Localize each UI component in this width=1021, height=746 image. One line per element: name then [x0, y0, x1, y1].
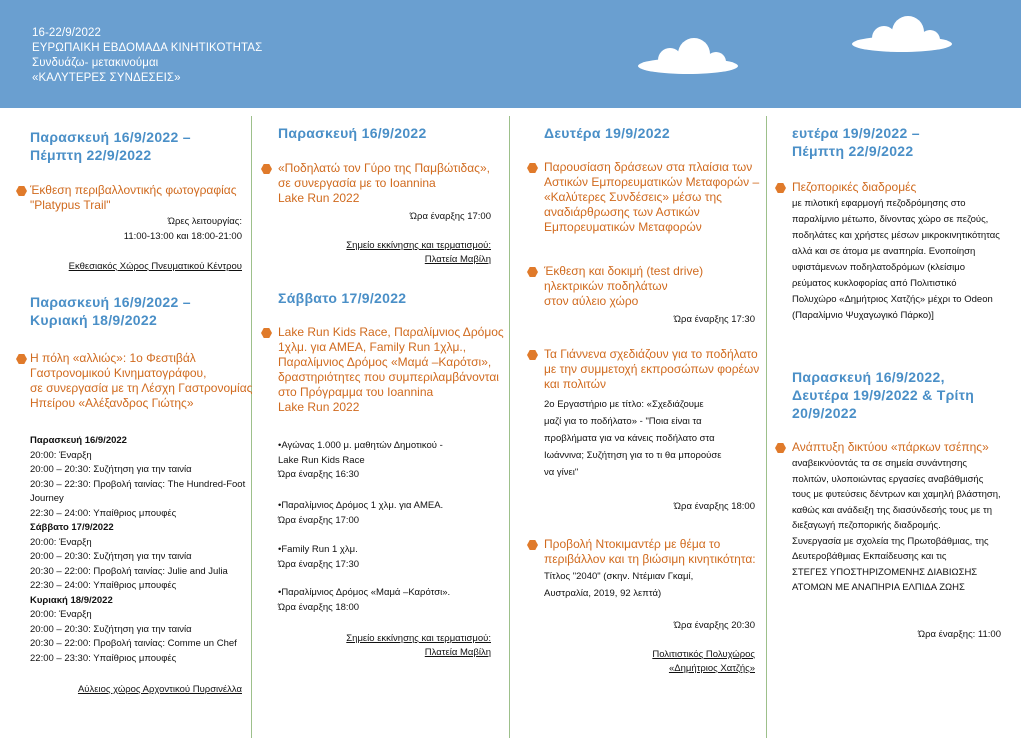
- schedule-item: 20:00: Έναρξη: [30, 609, 92, 620]
- event-location: «Δημήτριος Χατζής»: [668, 663, 755, 674]
- event-description: 2ο Εργαστήριο με τίτλο: «Σχεδιάζουμε μαζί για το ποδήλατο» - "Ποια είναι τα προβλήματα για να κάνεις ποδήλατο στα Ιωάννινα; Συζήτηση για το τι θα μπορούσε να γίνει": [544, 399, 722, 478]
- hexagon-bullet-icon: [527, 350, 538, 360]
- start-time: Ώρα έναρξης: 11:00: [917, 629, 1001, 640]
- race-item: •Παραλίμνιος Δρόμος 1 χλμ. για ΑΜΕΑ. Ώρα έναρξης 17:00: [278, 500, 444, 526]
- column-divider: [766, 116, 767, 738]
- schedule-item: 20:00 – 20:30: Συζήτηση για την ταινία: [30, 551, 192, 562]
- hexagon-bullet-icon: [775, 443, 786, 453]
- section-heading: Παρασκευή 16/9/2022 – Πέμπτη 22/9/2022: [30, 129, 191, 163]
- schedule-day: Παρασκευή 16/9/2022: [30, 435, 127, 446]
- event-title: Ανάπτυξη δικτύου «πάρκων τσέπης»: [792, 440, 989, 454]
- schedule-day: Κυριακή 18/9/2022: [30, 594, 113, 606]
- hexagon-bullet-icon: [261, 164, 272, 174]
- banner-subtitle: Συνδυάζω- μετακινούμαι: [32, 57, 159, 69]
- cloud-icon: [850, 16, 954, 52]
- banner-text: [32, 26, 262, 86]
- race-item: •Παραλίμνιος Δρόμος «Μαμά –Καρότσι». Ώρα έναρξης 18:00: [278, 587, 451, 613]
- start-time: Ώρα έναρξης 18:00: [673, 501, 755, 512]
- event-title: Έκθεση περιβαλλοντικής φωτογραφίας "Platypus Trail": [30, 183, 237, 212]
- event-title: Πεζοπορικές διαδρομές: [792, 180, 917, 194]
- event-title: Τα Γιάννενα σχεδιάζουν για το ποδήλατο με την συμμετοχή εκπροσώπων φορέων και πολιτών: [544, 347, 760, 391]
- event-title: Η πόλη «αλλιώς»: 1ο Φεστιβάλ Γαστρονομικού Κινηματογράφου, σε συνεργασία με τη Λέσχη Γαστρονομίας Ηπείρου «Αλέξανδρος Γιώτης»: [30, 351, 253, 410]
- section-heading: Δευτέρα 19/9/2022: [544, 125, 670, 141]
- event-location: Πολιτιστικός Πολυχώρος: [652, 649, 755, 660]
- start-finish-label: Σημείο εκκίνησης και τερματισμού:: [346, 240, 491, 251]
- start-time: Ώρα έναρξης 17:30: [673, 314, 755, 325]
- banner-title: ΕΥΡΩΠΑΙΚΗ ΕΒΔΟΜΑΔΑ ΚΙΝΗΤΙΚΟΤΗΤΑΣ: [32, 42, 263, 54]
- column-divider: [509, 116, 510, 738]
- schedule-item: 20:00: Έναρξη: [30, 449, 92, 461]
- opening-hours-label: Ώρες λειτουργίας:: [167, 216, 242, 227]
- header-banner: [0, 0, 1021, 108]
- schedule-item: 20:30 – 22:00: Προβολή ταινίας: Comme un Chef: [30, 638, 237, 649]
- hexagon-bullet-icon: [16, 354, 27, 364]
- event-title: Παρουσίαση δράσεων στα πλαίσια των Αστικών Εμπορευματικών Μεταφορών – «Καλύτερες Συνδέσεις» μέσω της αναδιάρθρωσης των Αστικών Εμπορευματικών Μεταφορών: [544, 160, 760, 234]
- start-time: Ώρα έναρξης 20:30: [673, 620, 755, 631]
- event-location: Αύλειος χώρος Αρχοντικού Πυρσινέλλα: [77, 684, 242, 695]
- event-title: Προβολή Ντοκιμαντέρ με θέμα το περιβάλλον και τη βιώσιμη κινητικότητα:: [544, 537, 756, 566]
- section-heading: Παρασκευή 16/9/2022 – Κυριακή 18/9/2022: [30, 294, 191, 328]
- race-item: •Family Run 1 χλμ. Ώρα έναρξης 17:30: [278, 544, 360, 570]
- section-heading: ευτέρα 19/9/2022 – Πέμπτη 22/9/2022: [792, 125, 920, 159]
- hexagon-bullet-icon: [261, 328, 272, 338]
- race-item: •Αγώνας 1.000 μ. μαθητών Δημοτικού - Lake Run Kids Race Ώρα έναρξης 16:30: [278, 440, 443, 480]
- schedule-item: 20:00: Έναρξη: [30, 536, 92, 548]
- section-heading: Σάββατο 17/9/2022: [278, 290, 407, 306]
- hexagon-bullet-icon: [527, 163, 538, 173]
- start-time: Ώρα έναρξης 17:00: [409, 211, 491, 222]
- event-description: Τίτλος "2040" (σκην. Ντέμιαν Γκαμί, Αυστραλία, 2019, 92 λεπτά): [544, 571, 694, 599]
- schedule-item: 20:00 – 20:30: Συζήτηση για την ταινία: [30, 623, 192, 635]
- hexagon-bullet-icon: [16, 186, 27, 196]
- start-finish-label: Σημείο εκκίνησης και τερματισμού:: [346, 633, 491, 644]
- event-location: Πλατεία Μαβίλη: [424, 254, 491, 265]
- hexagon-bullet-icon: [527, 267, 538, 277]
- schedule-item: 22:30 – 24:00: Υπαίθριος μπουφές: [30, 580, 177, 591]
- schedule-item: 20:30 – 22:30: Προβολή ταινίας: The Hundred-Foot Journey: [30, 478, 246, 504]
- event-title: Έκθεση και δοκιμή (test drive) ηλεκτρικών ποδηλάτων στον αύλειο χώρο: [544, 264, 704, 308]
- schedule-item: 20:30 – 22:00: Προβολή ταινίας: Julie and Julia: [30, 565, 228, 577]
- event-title: Lake Run Kids Race, Παραλίμνιος Δρόμος 1χλμ. για ΑΜΕΑ, Family Run 1χλμ., Παραλίμνιος Δρόμος «Μαμά –Καρότσι», δραστηριότητες που συμπεριλαμβάνονται στο Πρόγραμμα του Ioannina Lake Run 2022: [278, 325, 504, 414]
- event-location: Πλατεία Μαβίλη: [424, 647, 491, 658]
- hexagon-bullet-icon: [527, 540, 538, 550]
- hexagon-bullet-icon: [775, 183, 786, 193]
- schedule-item: 22:30 – 24:00: Υπαίθριος μπουφές: [30, 507, 177, 519]
- event-title: «Ποδηλατώ τον Γύρο της Παμβώτιδας», σε συνεργασία με το Ioannina Lake Run 2022: [278, 161, 490, 205]
- banner-slogan: «ΚΑΛΥΤΕΡΕΣ ΣΥΝΔΕΣΕΙΣ»: [32, 72, 181, 84]
- film-schedule: [30, 434, 248, 666]
- section-heading: Παρασκευή 16/9/2022, Δευτέρα 19/9/2022 & Τρίτη 20/9/2022: [792, 369, 975, 421]
- banner-dates: 16-22/9/2022: [32, 27, 101, 39]
- section-heading: Παρασκευή 16/9/2022: [278, 125, 427, 141]
- column-divider: [251, 116, 252, 738]
- schedule-day: Σάββατο 17/9/2022: [30, 522, 114, 533]
- event-location: Εκθεσιακός Χώρος Πνευματικού Κέντρου: [68, 261, 242, 272]
- cloud-icon: [636, 38, 740, 74]
- event-description: αναβεικνύοντάς τα σε σημεία συνάντησης πολιτών, υλοποιώντας εργασίες αναβάθμισής τους με φυτεύσεις δέντρων και χαμηλή βλάστηση, καθώς και ανάδειξη της διασύνδεσής τους με τη διεξαγωγή πεζοπορικής διαδρομής. Συνεργασία με σχολεία της Πρωτοβάθμιας, της Δευτεροβάθμιας Εκπαίδευσης και τις ΣΤΕΓΕΣ ΥΠΟΣΤΗΡΙΖΟΜΕΝΗΣ ΔΙΑΒΙΩΣΗΣ ΑΤΟΜΩΝ ΜΕ ΑΝΑΠΗΡΙΑ ΕΛΠΙΔΑ ΖΩΗΣ: [792, 458, 1001, 593]
- event-description: με πιλοτική εφαρμογή πεζοδρόμησης στο παραλίμνιο μέτωπο, δίνοντας χώρο σε πεζούς, ποδηλάτες και χρήστες μέσων μικροκινητικότητας αλλά και σε άτομα με αναπηρία. Ενοποίηση υφιστάμενων ποδηλατοδρόμων (κλείσιμο ρεύματος κυκλοφορίας από Πολιτιστικό Πολυχώρο «Δημήτριος Χατζής» μέχρι το Odeon (Παραλίμνιο Ψυχαγωγικό Πάρκο)]: [792, 198, 1000, 321]
- schedule-item: 20:00 – 20:30: Συζήτηση για την ταινία: [30, 464, 192, 475]
- schedule-item: 22:00 – 23:30: Υπαίθριος μπουφές: [30, 652, 177, 664]
- opening-hours: 11:00-13:00 και 18:00-21:00: [123, 231, 242, 242]
